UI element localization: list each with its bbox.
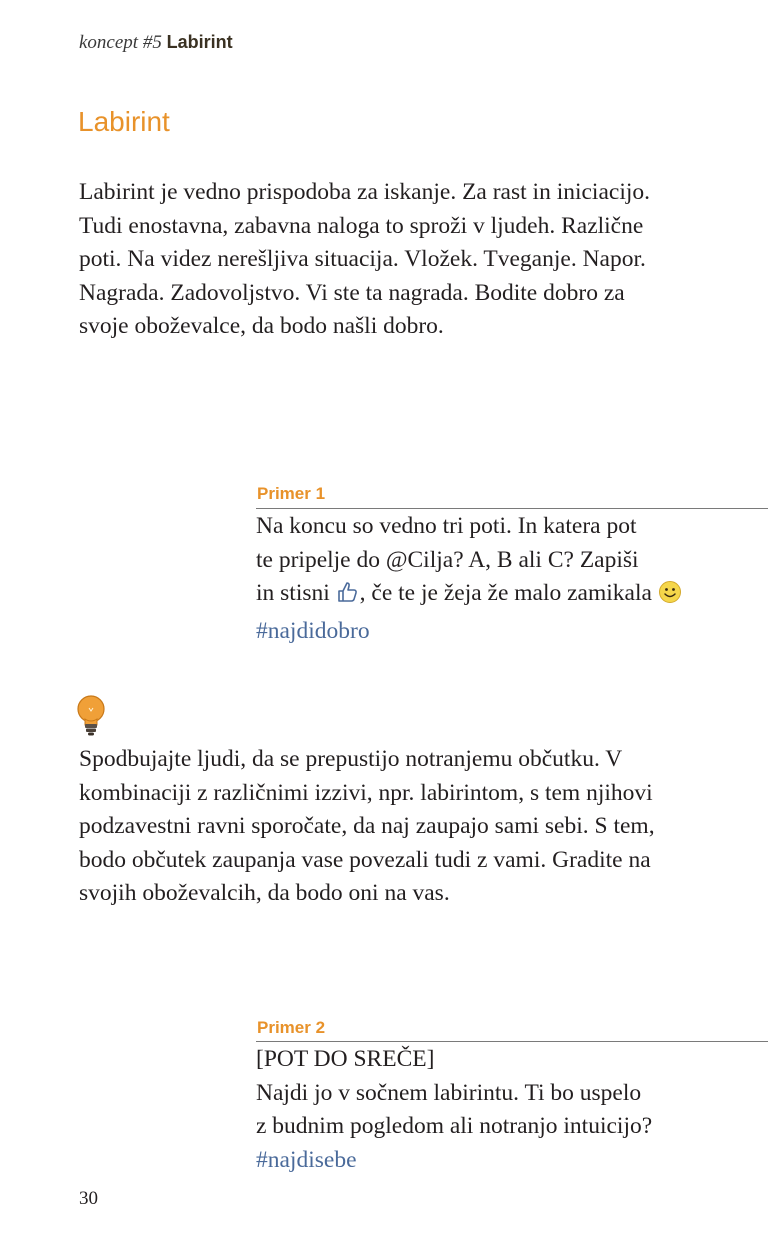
intro-line: svoje oboževalce, da bodo našli dobro.: [79, 313, 444, 339]
example-1-rule: [256, 508, 768, 509]
example-2-line: [POT DO SREČE]: [256, 1046, 435, 1072]
example-1-line: te pripelje do @Cilja? A, B ali C? Zapiši: [256, 546, 639, 573]
example-1-hashtag: #najdidobro: [256, 617, 370, 644]
smiley-icon: [658, 580, 682, 615]
example-2-rule: [256, 1041, 768, 1042]
tip-line: kombinaciji z različnimi izzivi, npr. labirintom, s tem njihovi: [79, 779, 653, 806]
lightbulb-icon: [76, 694, 106, 738]
intro-line: poti. Na videz nerešljiva situacija. Vložek. Tveganje. Napor.: [79, 246, 646, 272]
section-title: Labirint: [78, 106, 170, 137]
page-number: 30: [79, 1188, 98, 1209]
tip-line: Spodbujajte ljudi, da se prepustijo notranjemu občutku. V: [79, 746, 623, 772]
header-prefix: koncept #5: [79, 32, 162, 53]
running-header: [79, 32, 233, 54]
example-2-hashtag: #najdisebe: [256, 1146, 357, 1173]
example-1-line3-start: in stisni: [256, 580, 336, 606]
intro-line: Nagrada. Zadovoljstvo. Vi ste ta nagrada. Bodite dobro za: [79, 279, 625, 306]
example-2-text: [256, 1043, 766, 1177]
example-2-line: Najdi jo v sočnem labirintu. Ti bo uspelo: [256, 1079, 642, 1106]
thumbs-up-icon: [336, 580, 360, 615]
tip-line: bodo občutek zaupanja vase povezali tudi z vami. Gradite na: [79, 846, 651, 873]
example-2-line: z budnim pogledom ali notranjo intuicijo?: [256, 1113, 653, 1139]
tip-line: podzavestni ravni sporočate, da naj zaupajo sami sebi. S tem,: [79, 813, 655, 839]
example-1-line3-end: , če te je žeja že malo zamikala: [359, 580, 658, 606]
example-2-label: Primer 2: [257, 1018, 326, 1037]
example-1-text: [256, 510, 766, 648]
example-1-label: Primer 1: [257, 484, 326, 503]
example-1-line: [256, 577, 766, 615]
tip-line: svojih oboževalcih, da bodo oni na vas.: [79, 880, 450, 906]
intro-line: Tudi enostavna, zabavna naloga to sproži v ljudeh. Različne: [79, 212, 644, 239]
tip-paragraph: [79, 743, 719, 911]
intro-line: Labirint je vedno prispodoba za iskanje. Za rast in iniciacijo.: [79, 179, 650, 205]
intro-paragraph: [79, 176, 719, 344]
example-1-line: Na koncu so vedno tri poti. In katera pot: [256, 513, 637, 539]
header-title: Labirint: [166, 32, 233, 52]
